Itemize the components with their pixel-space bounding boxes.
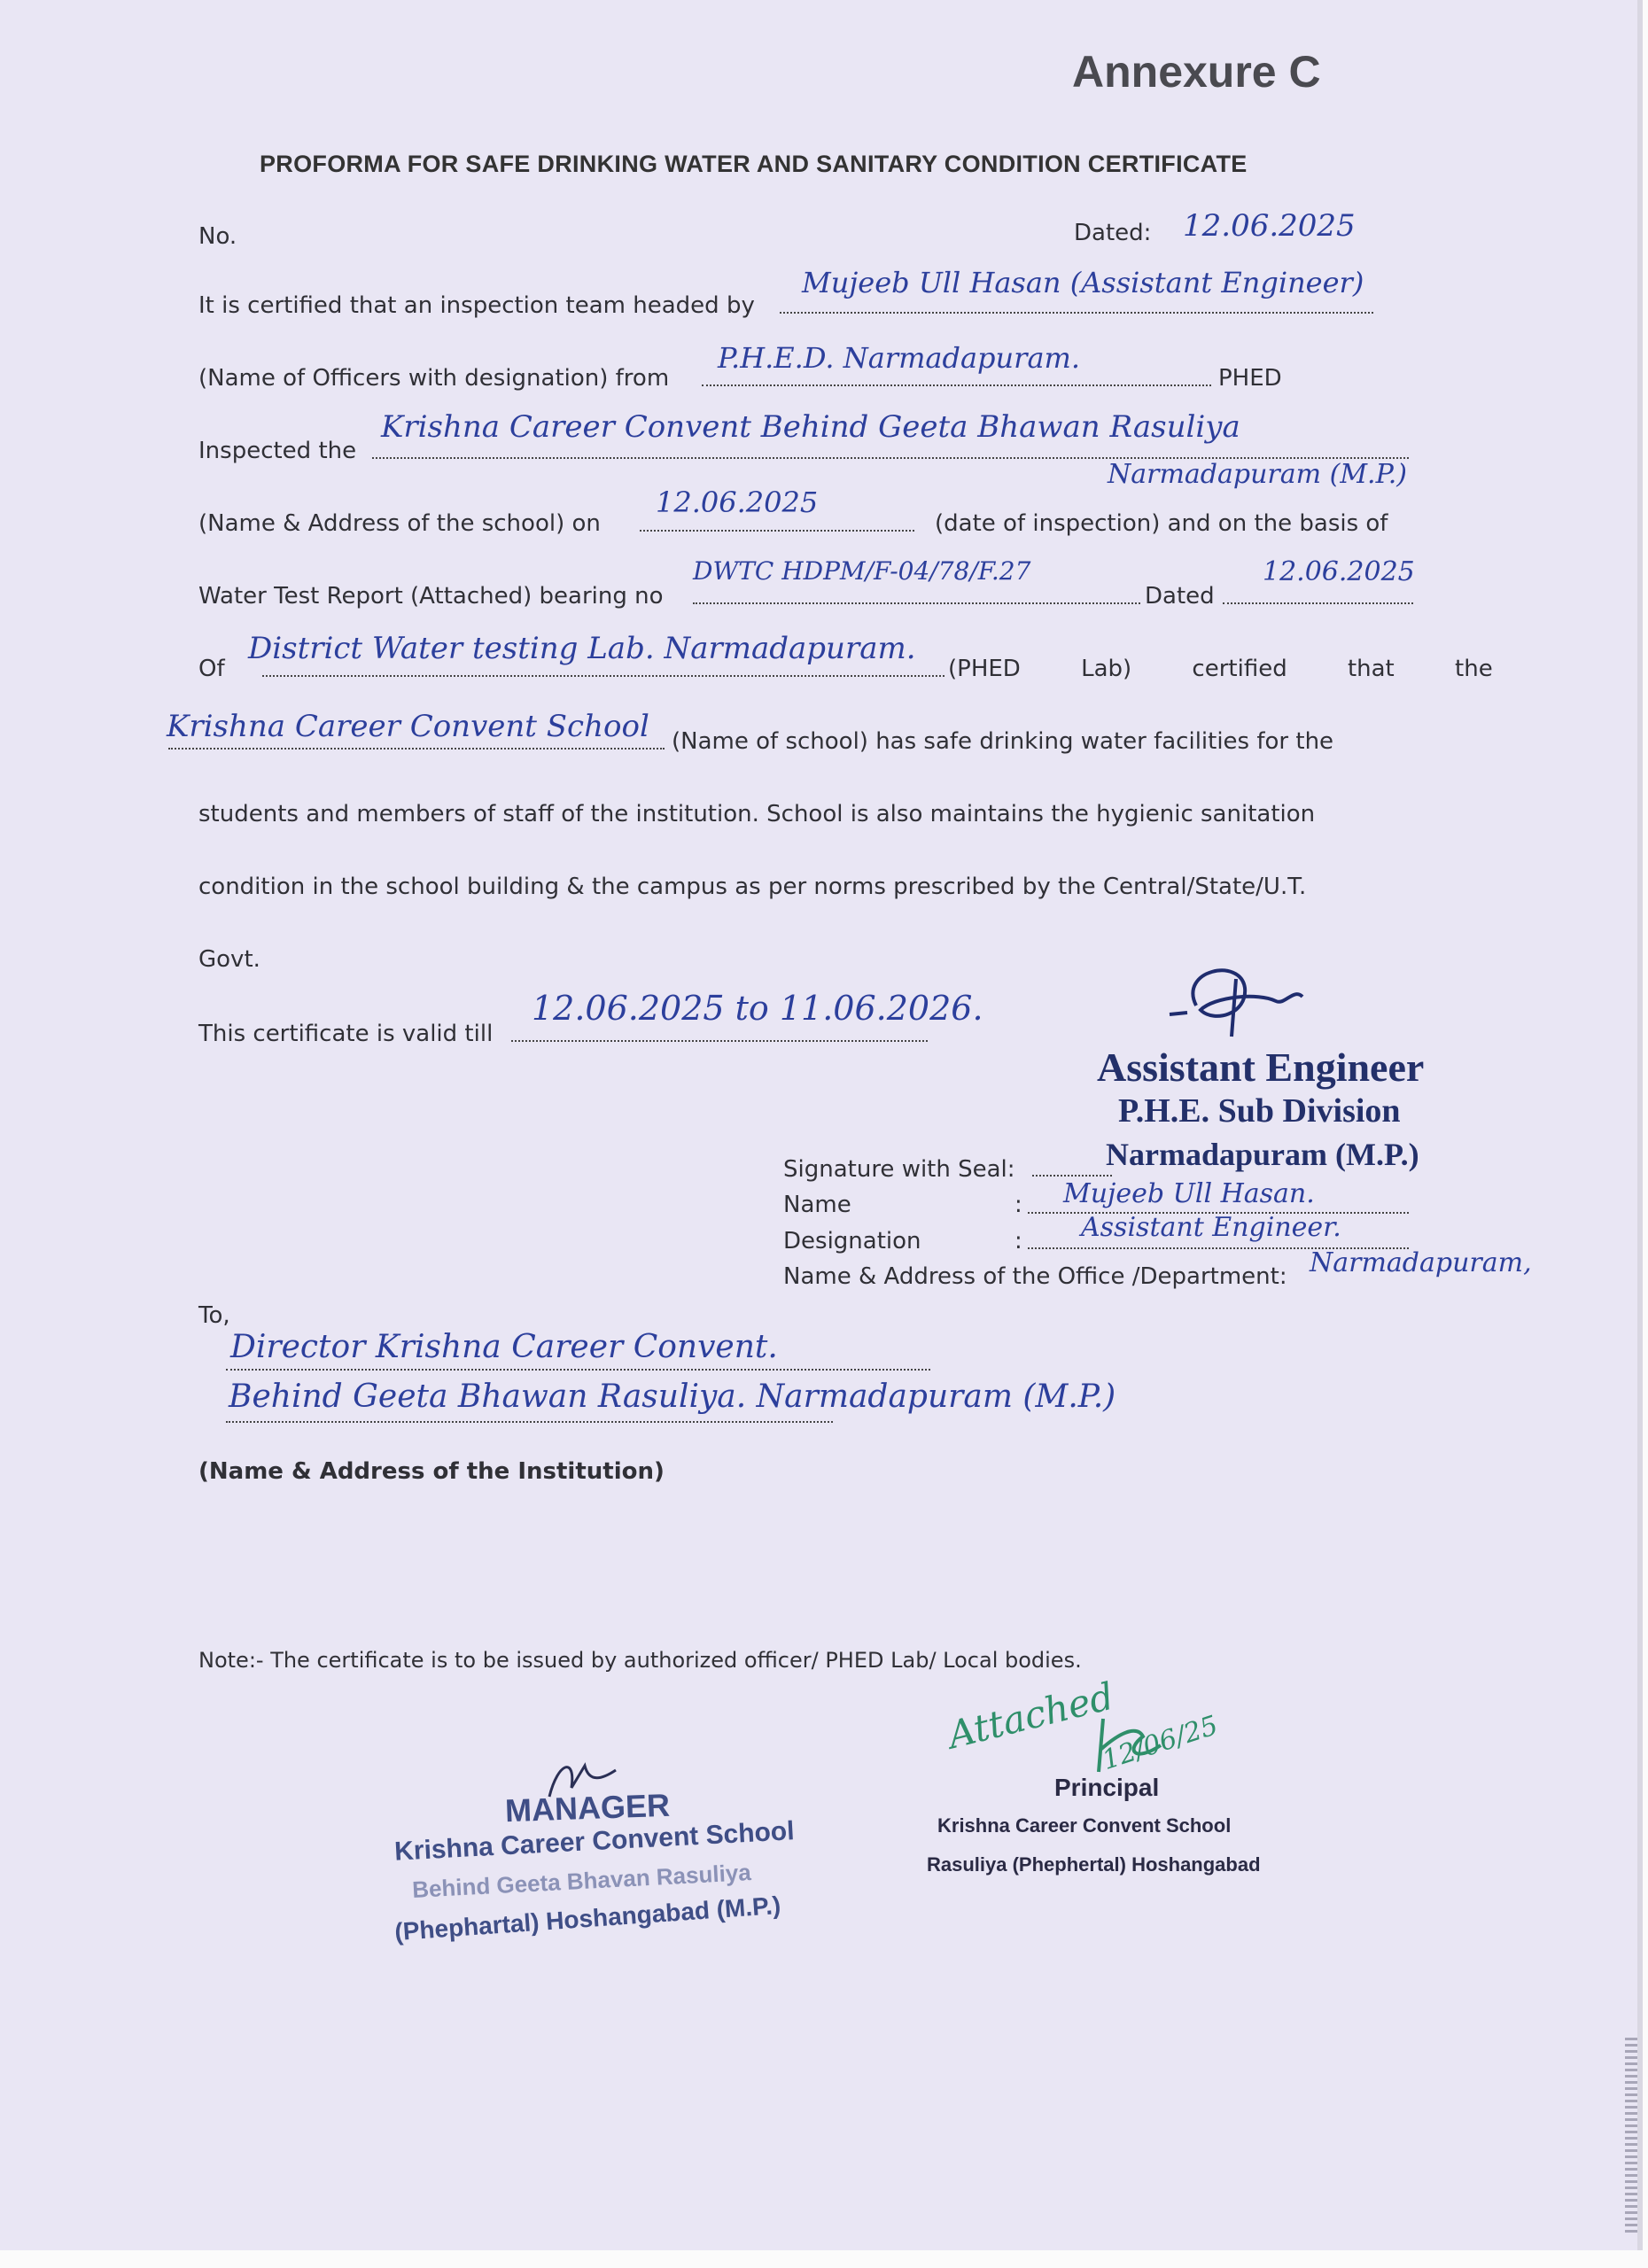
dated-value: 12.06.2025 [1183,208,1356,244]
department-dotted-line [702,384,1211,386]
validity-value: 12.06.2025 to 11.06.2026. [532,989,983,1028]
designation-label: Designation [783,1228,921,1254]
department-value: P.H.E.D. Narmadapuram. [718,341,1081,375]
page-edge-marks [1625,2038,1637,2233]
institution-line-1: Director Krishna Career Convent. [230,1329,778,1365]
manager-title: MANAGER [504,1786,671,1829]
certificate-text-line-1: students and members of staff of the institution. School is also maintains the hygienic sanitation [198,801,1316,827]
report-date-value: 12.06.2025 [1263,556,1415,587]
seal-line-1: Assistant Engineer [1097,1045,1425,1090]
officers-from-label: (Name of Officers with designation) from [198,365,670,392]
school-address-value-2: Narmadapuram (M.P.) [1108,459,1407,490]
manager-stamp-line-2: Behind Geeta Bhavan Rasuliya [411,1859,752,1903]
document-title: PROFORMA FOR SAFE DRINKING WATER AND SANITARY CONDITION CERTIFICATE [260,151,1248,177]
office-address-value: Narmadapuram, [1310,1247,1532,1278]
institution-dotted-line-1 [226,1369,930,1371]
inspection-date-value: 12.06.2025 [656,485,819,519]
institution-caption: (Name & Address of the Institution) [198,1458,665,1485]
seal-line-2: P.H.E. Sub Division [1118,1092,1401,1130]
school-name-dotted-line [168,748,665,750]
seal-line-3: Narmadapuram (M.P.) [1106,1137,1419,1172]
school-name-value: Krishna Career Convent School [167,709,649,744]
note-text: Note:- The certificate is to be issued by authorized officer/ PHED Lab/ Local bodies. [198,1648,1082,1673]
name-colon: : [1014,1192,1022,1218]
principal-stamp-line-1: Krishna Career Convent School [937,1814,1232,1837]
officer-signature-icon [1161,952,1320,1050]
institution-line-2: Behind Geeta Bhawan Rasuliya. Narmadapuram (M.P.) [229,1379,1116,1415]
designation-colon: : [1014,1228,1022,1254]
water-test-report-label: Water Test Report (Attached) bearing no [198,583,664,610]
to-label: To, [198,1302,230,1329]
inspection-date-dotted-line [640,530,914,532]
school-address-value: Krishna Career Convent Behind Geeta Bhawan Rasuliya [381,409,1240,445]
phed-suffix: PHED [1218,365,1282,392]
report-number-value: DWTC HDPM/F-04/78/F.27 [693,556,1031,586]
office-address-label: Name & Address of the Office /Department: [783,1263,1287,1290]
manager-stamp-line-1: Krishna Career Convent School [393,1816,796,1867]
principal-stamp-line-2: Rasuliya (Phephertal) Hoshangabad [927,1853,1261,1876]
principal-title: Principal [1054,1774,1160,1801]
phed-lab-suffix: (PHED Lab) certified that the [948,656,1493,682]
inspected-label: Inspected the [198,438,357,464]
school-on-label: (Name & Address of the school) on [198,510,601,537]
dated-label: Dated: [1074,220,1152,246]
name-value: Mujeeb Ull Hasan. [1063,1178,1315,1209]
report-dated-label: Dated [1145,583,1215,610]
designation-value: Assistant Engineer. [1081,1212,1341,1243]
valid-till-label: This certificate is valid till [198,1021,494,1047]
lab-dotted-line [262,675,944,677]
annexure-heading: Annexure C [1072,47,1321,97]
principal-handwritten-date: 12/06/25 [1098,1710,1222,1776]
manager-stamp-line-3: (Phephartal) Hoshangabad (M.P.) [393,1891,782,1946]
officer-dotted-line [780,312,1373,314]
certificate-text-line-3: Govt. [198,946,260,973]
report-number-dotted-line [693,602,1140,604]
signature-seal-label: Signature with Seal: [783,1156,1015,1183]
date-of-inspection-suffix: (date of inspection) and on the basis of [935,510,1388,537]
school-name-suffix: (Name of school) has safe drinking water facilities for the [672,728,1334,755]
validity-dotted-line [511,1040,928,1042]
institution-dotted-line-2 [226,1421,833,1423]
officer-name-value: Mujeeb Ull Hasan (Assistant Engineer) [802,266,1364,299]
signature-dotted-line [1032,1175,1112,1177]
name-label: Name [783,1192,851,1218]
of-label: Of [198,656,225,682]
lab-value: District Water testing Lab. Narmadapuram. [248,631,916,666]
attached-handwriting: Attached [943,1674,1118,1758]
certificate-text-line-2: condition in the school building & the campus as per norms prescribed by the Central/State/U.T. [198,874,1307,900]
inspection-team-label: It is certified that an inspection team headed by [198,292,755,319]
no-label: No. [198,223,237,250]
report-date-dotted-line [1223,602,1413,604]
